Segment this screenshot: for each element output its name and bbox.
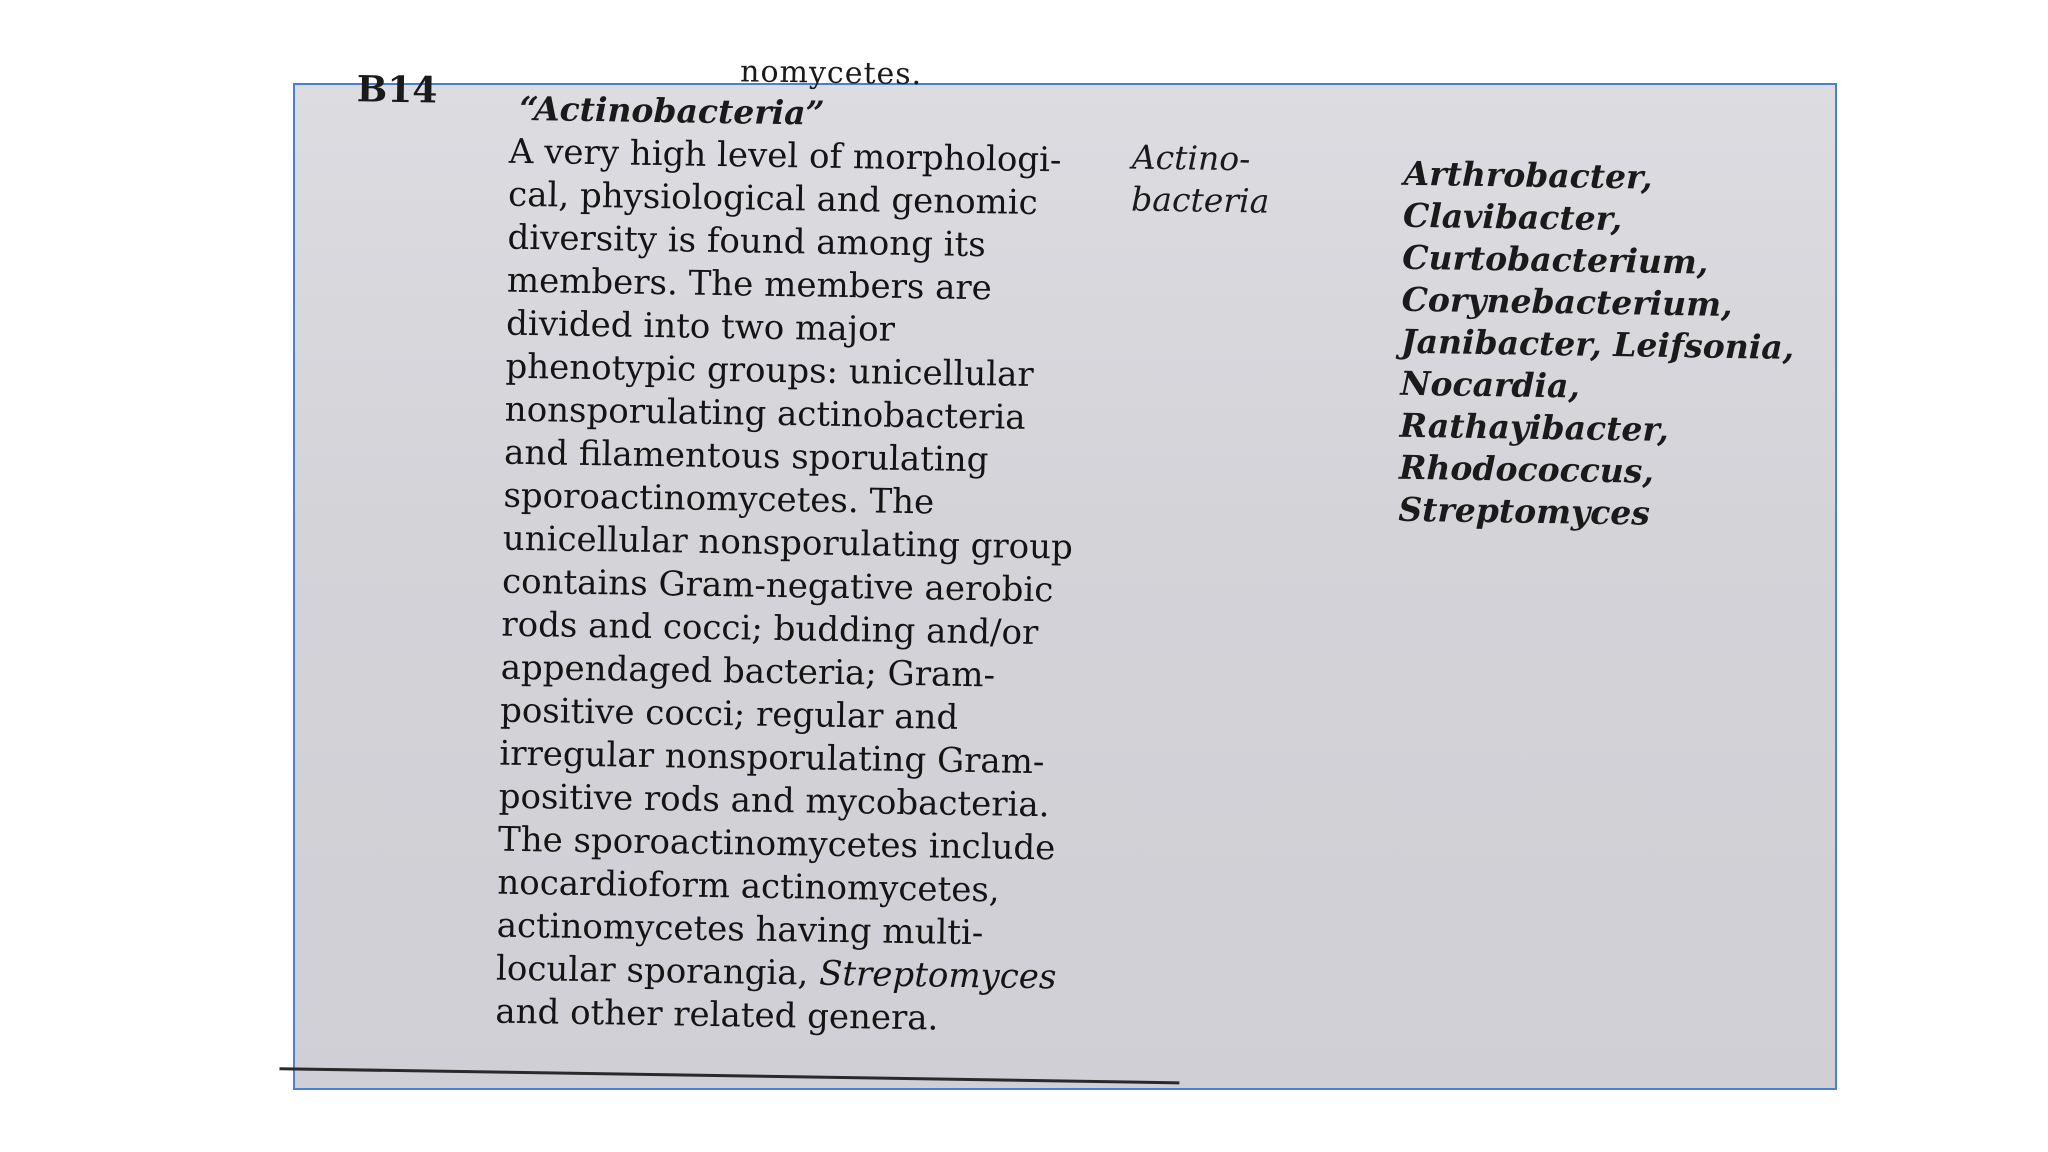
description-line-text: locular sporangia, xyxy=(495,948,820,994)
document-page xyxy=(279,54,1835,1102)
genus-line: Rhodococcus, xyxy=(1398,447,1655,491)
description-line: and other related genera. xyxy=(495,991,939,1039)
taxon-column xyxy=(1131,136,1270,222)
description-line: phenotypic groups: unicellular xyxy=(505,346,1035,395)
streptomyces-italic: Streptomyces xyxy=(818,953,1057,998)
description-line: divided into two major xyxy=(505,303,896,350)
description-line: nocardioform actinomycetes, xyxy=(497,862,1000,911)
genus-line: Nocardia, xyxy=(1400,363,1581,406)
description-line: unicellular nonsporulating group xyxy=(502,518,1074,568)
entry-id: B14 xyxy=(356,68,438,112)
genus-line: Clavibacter, xyxy=(1402,195,1623,239)
description-line: actinomycetes having multi- xyxy=(496,905,984,954)
genus-line: Janibacter, Leifsonia, xyxy=(1400,321,1795,367)
description-line: irregular nonsporulating Gram- xyxy=(499,733,1045,783)
genus-line: Streptomyces xyxy=(1398,489,1651,533)
document-photo xyxy=(293,54,1837,1090)
taxon-line: bacteria xyxy=(1130,179,1270,221)
table-bottom-rule xyxy=(279,1067,1179,1084)
description-line: appendaged bacteria; Gram- xyxy=(500,647,996,696)
entry-title: “Actinobacteria” xyxy=(519,88,825,133)
description-line: A very high level of morphologi- xyxy=(508,131,1062,181)
description-line: nonsporulating actinobacteria xyxy=(504,389,1026,438)
description-line: sporoactinomycetes. The xyxy=(503,475,935,523)
description-line: contains Gram-negative aerobic xyxy=(501,561,1054,611)
description-line: diversity is found among its xyxy=(507,217,987,266)
description-line: cal, physiological and genomic xyxy=(507,174,1039,224)
genus-line: Arthrobacter, xyxy=(1403,153,1653,197)
genus-line: Corynebacterium, xyxy=(1401,279,1733,324)
description-line: positive cocci; regular and xyxy=(499,690,959,738)
description-line: The sporoactinomycetes include xyxy=(497,819,1056,869)
taxon-line: Actino- xyxy=(1131,137,1251,179)
description-line: rods and cocci; budding and/or xyxy=(501,604,1039,654)
description-line: and filamentous sporulating xyxy=(503,432,989,481)
genera-column xyxy=(1398,153,1797,537)
genus-line: Curtobacterium, xyxy=(1402,237,1709,282)
entry-description xyxy=(495,131,1149,1044)
cutoff-text: nomycetes. xyxy=(739,54,923,93)
description-line: members. The members are xyxy=(506,260,993,309)
description-line: positive rods and mycobacteria. xyxy=(498,776,1050,826)
genus-line: Rathayibacter, xyxy=(1399,405,1670,449)
